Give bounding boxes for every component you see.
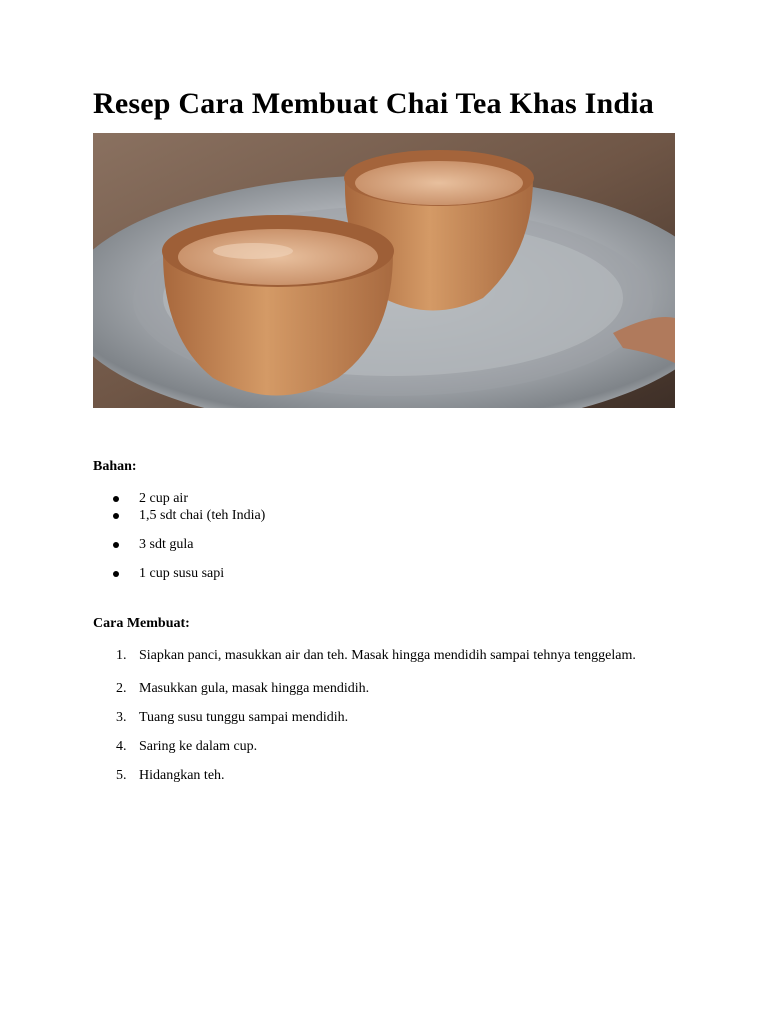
step-text: Masukkan gula, masak hingga mendidih. [139, 681, 370, 696]
bullet-icon [113, 542, 119, 548]
step-text: Tuang susu tunggu sampai mendidih. [139, 710, 349, 725]
ingredient-text: 1,5 sdt chai (teh India) [139, 508, 266, 523]
bullet-icon [113, 496, 119, 502]
ingredient-text: 1 cup susu sapi [139, 566, 225, 581]
step-number: 4. [116, 739, 127, 754]
ingredient-text: 3 sdt gula [139, 537, 194, 552]
chai-cups-photo [93, 133, 675, 408]
step-text: Hidangkan teh. [139, 768, 225, 783]
step-number: 1. [116, 648, 127, 663]
step-number: 2. [116, 681, 127, 696]
ingredients-heading: Bahan: [93, 459, 137, 474]
step-text: Saring ke dalam cup. [139, 739, 258, 754]
step-number: 3. [116, 710, 127, 725]
step-text: Siapkan panci, masukkan air dan teh. Masak hingga mendidih sampai tehnya tenggelam. [139, 648, 636, 663]
ingredient-text: 2 cup air [139, 491, 188, 506]
step-number: 5. [116, 768, 127, 783]
bullet-icon [113, 571, 119, 577]
steps-heading: Cara Membuat: [93, 616, 190, 631]
bullet-icon [113, 513, 119, 519]
page-title: Resep Cara Membuat Chai Tea Khas India [93, 87, 655, 120]
